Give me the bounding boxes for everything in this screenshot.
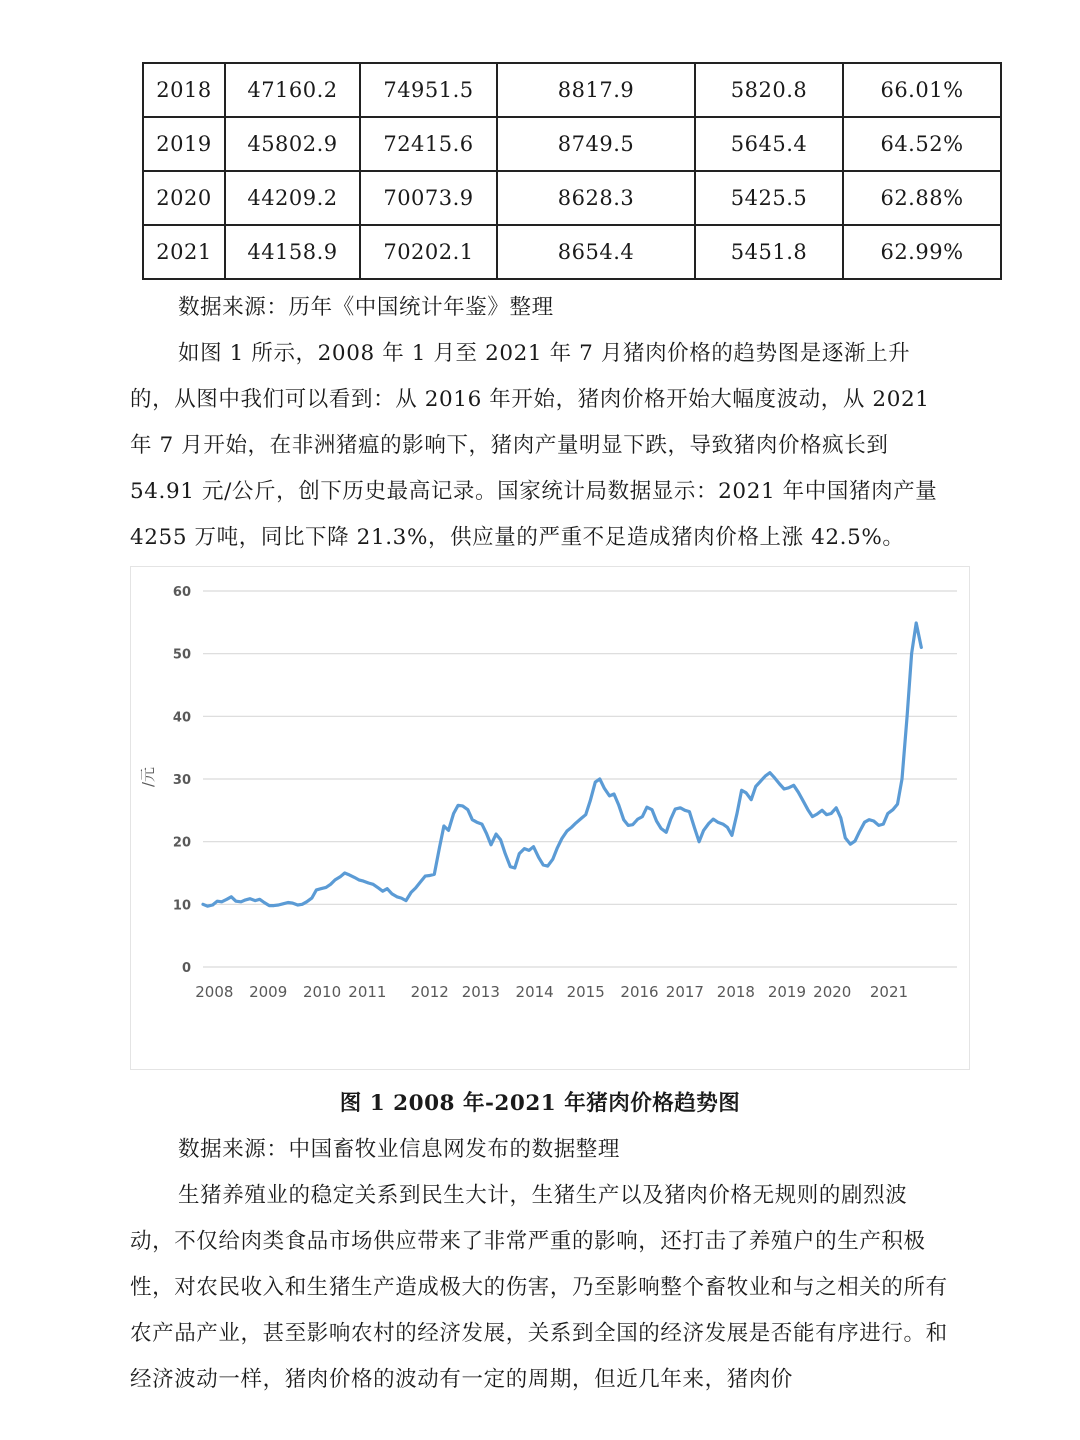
statistics-table <box>142 62 1002 280</box>
table-cell: 70202.1 <box>360 225 497 279</box>
y-axis-label: /元 <box>139 766 157 788</box>
x-tick-label: 2012 <box>410 983 449 1001</box>
table-cell: 45802.9 <box>225 117 360 171</box>
price-series-line <box>203 623 921 906</box>
table-cell: 2021 <box>143 225 225 279</box>
table-cell: 5451.8 <box>695 225 843 279</box>
table-source-note: 数据来源：历年《中国统计年鉴》整理 <box>178 295 554 320</box>
y-tick-label: 10 <box>172 898 191 914</box>
table-cell: 70073.9 <box>360 171 497 225</box>
x-tick-label: 2015 <box>566 983 605 1001</box>
y-tick-label: 0 <box>181 961 191 976</box>
x-tick-label: 2019 <box>767 983 807 1001</box>
table-cell: 5820.8 <box>695 63 843 117</box>
table-row <box>143 171 1001 225</box>
x-tick-label: 2020 <box>813 983 852 1001</box>
table-cell: 62.88% <box>843 171 1001 225</box>
table-cell: 64.52% <box>843 117 1001 171</box>
figure-source-note: 数据来源：中国畜牧业信息网发布的数据整理 <box>178 1137 621 1162</box>
table-cell: 62.99% <box>843 225 1001 279</box>
x-tick-label: 2018 <box>716 983 755 1001</box>
price-trend-chart <box>130 566 970 1070</box>
x-tick-label: 2010 <box>302 983 342 1001</box>
table-cell: 8749.5 <box>497 117 695 171</box>
table-cell: 8628.3 <box>497 171 695 225</box>
y-tick-label: 20 <box>172 835 191 851</box>
table-cell: 5645.4 <box>695 117 843 171</box>
x-tick-label: 2011 <box>348 983 387 1001</box>
table-cell: 72415.6 <box>360 117 497 171</box>
table-cell: 2018 <box>143 63 225 117</box>
table-cell: 44209.2 <box>225 171 360 225</box>
table-cell: 5425.5 <box>695 171 843 225</box>
table-row <box>143 225 1001 279</box>
table-cell: 74951.5 <box>360 63 497 117</box>
y-tick-label: 60 <box>172 585 191 600</box>
table-row <box>143 63 1001 117</box>
price-trend-chart-svg <box>131 567 969 1069</box>
table-cell: 8654.4 <box>497 225 695 279</box>
y-tick-label: 30 <box>172 773 191 788</box>
table-cell: 2020 <box>143 171 225 225</box>
table-row <box>143 117 1001 171</box>
x-tick-label: 2008 <box>195 983 234 1001</box>
paragraph-figure-description: 如图 1 所示，2008 年 1 月至 2021 年 7 月猪肉价格的趋势图是逐渐上升的，从图中我们可以看到：从 2016 年开始，猪肉价格开始大幅度波动，从 2021 年 7 月开始，在非洲猪瘟的影响下，猪肉产量明显下跌，导致猪肉价格疯长到 54.91 元/公斤，创下历史最高记录。国家统计局数据显示：2021 年中国猪肉产量 4255 万吨，同比下降 21.3%，供应量的严重不足造成猪肉价格上涨 42.5%。 <box>130 341 938 550</box>
paragraph-pig-farming: 生猪养殖业的稳定关系到民生大计，生猪生产以及猪肉价格无规则的剧烈波动，不仅给肉类食品市场供应带来了非常严重的影响，还打击了养殖户的生产积极性，对农民收入和生猪生产造成极大的伤害，乃至影响整个畜牧业和与之相关的所有农产品产业，甚至影响农村的经济发展，关系到全国的经济发展是否能有序进行。和经济波动一样，猪肉价格的波动有一定的周期，但近几年来，猪肉价 <box>130 1183 948 1392</box>
table-cell: 2019 <box>143 117 225 171</box>
y-tick-label: 40 <box>172 710 191 726</box>
table-cell: 44158.9 <box>225 225 360 279</box>
table-cell: 8817.9 <box>497 63 695 117</box>
table-cell: 47160.2 <box>225 63 360 117</box>
x-tick-label: 2014 <box>515 983 554 1001</box>
table-cell: 66.01% <box>843 63 1001 117</box>
table-body <box>143 63 1001 279</box>
x-tick-label: 2021 <box>869 983 909 1001</box>
x-tick-label: 2017 <box>665 983 704 1001</box>
x-tick-label: 2009 <box>249 983 288 1001</box>
y-tick-label: 50 <box>172 647 191 663</box>
x-tick-label: 2013 <box>461 983 500 1001</box>
x-tick-label: 2016 <box>620 983 659 1001</box>
figure-caption: 图 1 2008 年-2021 年猪肉价格趋势图 <box>339 1091 741 1116</box>
